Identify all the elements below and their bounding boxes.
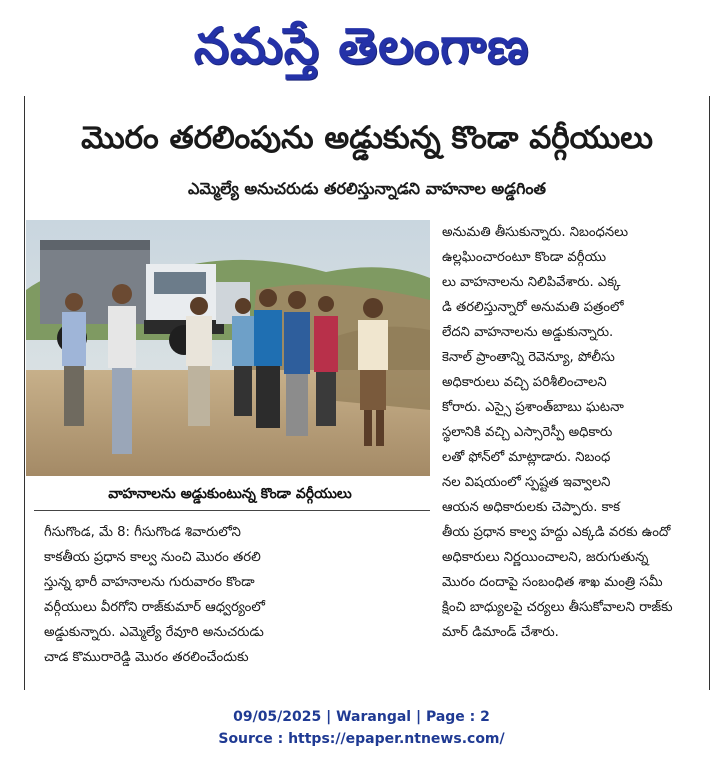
text-line: మొరం దందాపై సంబంధిత శాఖ మంత్రి సమీ <box>442 575 663 590</box>
source-link[interactable]: Source : https://epaper.ntnews.com/ <box>218 731 505 747</box>
text-line: క్షించి బాధ్యులపై చర్యలు తీసుకోవాలని రాజ్‌కు <box>442 600 673 615</box>
text-line: అధికారులు నిర్ణయించాలని, జరుగుతున్న <box>442 550 649 565</box>
article-photo <box>26 220 430 476</box>
text-line: లు వాహనాలను నిలిపివేశారు. ఎక్క <box>442 275 621 290</box>
text-line: కెనాల్ ప్రాంతాన్ని రెవెన్యూ, పోలీసు <box>442 350 615 365</box>
article-column-left <box>44 520 428 670</box>
text-line: స్థలానికి వచ్చి ఎస్సారెస్పీ అధికారు <box>442 425 613 440</box>
article-column-right-top <box>442 220 704 520</box>
text-line: నల విషయంలో స్పష్టత ఇవ్వాలని <box>442 475 611 490</box>
text-line: వర్గీయులు వీరగోని రాజ్‌కుమార్ ఆధ్వర్యంలో <box>44 600 265 615</box>
edition-info: 09/05/2025 | Warangal | Page : 2 <box>233 709 490 725</box>
text-line: గీసుగొండ, మే 8: గీసుగొండ శివారులోని <box>44 525 241 540</box>
article-subheadline: ఎమ్మెల్యే అనుచరుడు తరలిస్తున్నాడని వాహనాల అడ్డగింత <box>188 179 546 198</box>
photo-caption: వాహనాలను అడ్డుకుంటున్న కొండా వర్గీయులు <box>108 486 352 502</box>
news-clipping <box>24 96 710 690</box>
masthead <box>0 0 723 92</box>
article-column-right-bottom <box>442 520 704 645</box>
footer <box>0 706 723 750</box>
text-line: లతో ఫోన్‌లో మాట్లాడారు. నిబంధ <box>442 450 611 465</box>
text-line: ఉల్లఘించారంటూ కొండా వర్గీయు <box>442 250 607 265</box>
text-line: కాకతీయ ప్రధాన కాల్వ నుంచి మొరం తరలి <box>44 550 261 565</box>
text-line: డి తరలిస్తున్నారో అనుమతి పత్రంలో <box>442 300 624 315</box>
text-line: అధికారులు వచ్చి పరిశీలించాలని <box>442 375 607 390</box>
text-line: ఆయన అధికారులకు చెప్పారు. కాక <box>442 500 621 515</box>
newspaper-logo: నమస్తే తెలంగాణ <box>193 17 530 75</box>
text-line: అనుమతి తీసుకున్నారు. నిబంధనలు <box>442 225 629 240</box>
text-line: తీయ ప్రధాన కాల్వ హద్దు ఎక్కడి వరకు ఉందో <box>442 525 671 540</box>
text-line: కోరారు. ఎస్సై ప్రశాంత్‌బాబు ఘటనా <box>442 400 624 415</box>
photo-illustration <box>26 220 430 476</box>
text-line: మార్ డిమాండ్ చేశారు. <box>442 625 559 640</box>
text-line: లేదని వాహనాలను అడ్డుకున్నారు. <box>442 325 614 340</box>
text-line: స్తున్న భారీ వాహనాలను గురువారం కొండా <box>44 575 255 590</box>
text-line: అడ్డుకున్నారు. ఎమ్మెల్యే రేవూరి అనుచరుడు <box>44 625 264 640</box>
caption-divider <box>34 510 430 511</box>
text-line: చాడ కొమురారెడ్డి మొరం తరలించేందుకు <box>44 650 249 665</box>
article-headline: మొరం తరలింపును అడ్డుకున్న కొండా వర్గీయులు <box>81 120 653 156</box>
